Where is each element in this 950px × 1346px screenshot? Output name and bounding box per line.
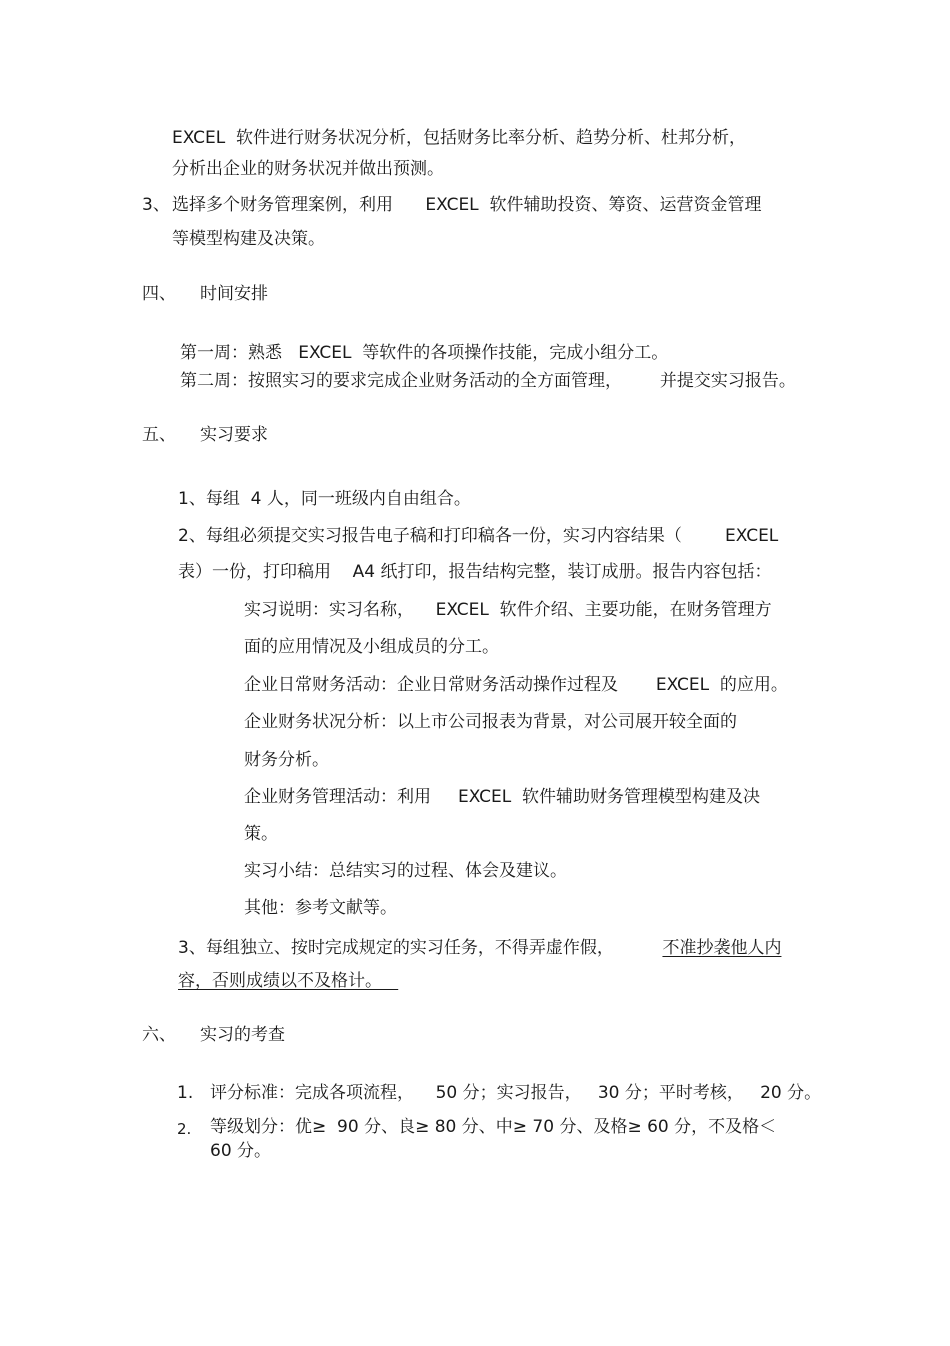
section-number: 四、 <box>142 284 176 304</box>
text-line: 分析出企业的财务状况并做出预测。 <box>172 159 444 179</box>
requirement-3-text: 3、每组独立、按时完成规定的实习任务，不得弄虚作假， <box>178 938 663 958</box>
text-line: EXCEL 软件进行财务状况分析，包括财务比率分析、趋势分析、杜邦分析， <box>172 128 747 148</box>
list-number: 2. <box>177 1120 192 1138</box>
text-line: 等模型构建及决策。 <box>172 229 325 249</box>
section-heading: 实习要求 <box>200 425 268 445</box>
report-content-item: 实习小结：总结实习的过程、体会及建议。 <box>244 861 567 881</box>
report-content-item: 企业财务管理活动：利用 EXCEL 软件辅助财务管理模型构建及决 <box>244 787 761 807</box>
report-content-item: 企业日常财务活动：企业日常财务活动操作过程及 EXCEL 的应用。 <box>244 675 788 695</box>
requirement-2: 2、每组必须提交实习报告电子稿和打印稿各一份，实习内容结果（ EXCEL <box>178 526 779 546</box>
schedule-week-1: 第一周：熟悉 EXCEL 等软件的各项操作技能，完成小组分工。 <box>180 343 669 363</box>
list-number: 1. <box>177 1083 194 1103</box>
report-content-item-cont: 面的应用情况及小组成员的分工。 <box>244 637 499 657</box>
section-number: 五、 <box>142 425 176 445</box>
grade-levels-cont: 60 分。 <box>210 1141 272 1161</box>
grade-levels: 等级划分：优≥ 90 分、良≥ 80 分、中≥ 70 分、及格≥ 60 分，不及格＜ <box>210 1117 777 1137</box>
list-number: 3、 <box>142 195 170 215</box>
section-heading: 时间安排 <box>200 284 268 304</box>
requirement-3 <box>178 937 781 959</box>
schedule-week-2: 第二周：按照实习的要求完成企业财务活动的全方面管理， 并提交实习报告。 <box>180 371 796 391</box>
requirement-3-underlined: 不准抄袭他人内 <box>662 938 782 958</box>
report-content-item: 实习说明：实习名称， EXCEL 软件介绍、主要功能，在财务管理方 <box>244 600 772 620</box>
report-content-item-cont: 策。 <box>244 824 278 844</box>
section-number: 六、 <box>142 1025 176 1045</box>
requirement-1: 1、每组 4 人，同一班级内自由组合。 <box>178 489 471 509</box>
requirement-3-cont: 容，否则成绩以不及格计。 <box>178 971 399 991</box>
requirement-2-cont: 表）一份，打印稿用 A4 纸打印，报告结构完整，装订成册。报告内容包括： <box>178 562 772 582</box>
report-content-item: 其他：参考文献等。 <box>244 898 397 918</box>
report-content-item-cont: 财务分析。 <box>244 750 329 770</box>
text-line: 选择多个财务管理案例，利用 EXCEL 软件辅助投资、筹资、运营资金管理 <box>172 195 762 215</box>
section-heading: 实习的考查 <box>200 1025 285 1045</box>
report-content-item: 企业财务状况分析：以上市公司报表为背景，对公司展开较全面的 <box>244 712 737 732</box>
scoring-criteria: 评分标准：完成各项流程， 50 分；实习报告， 30 分；平时考核， 20 分。 <box>210 1083 822 1103</box>
